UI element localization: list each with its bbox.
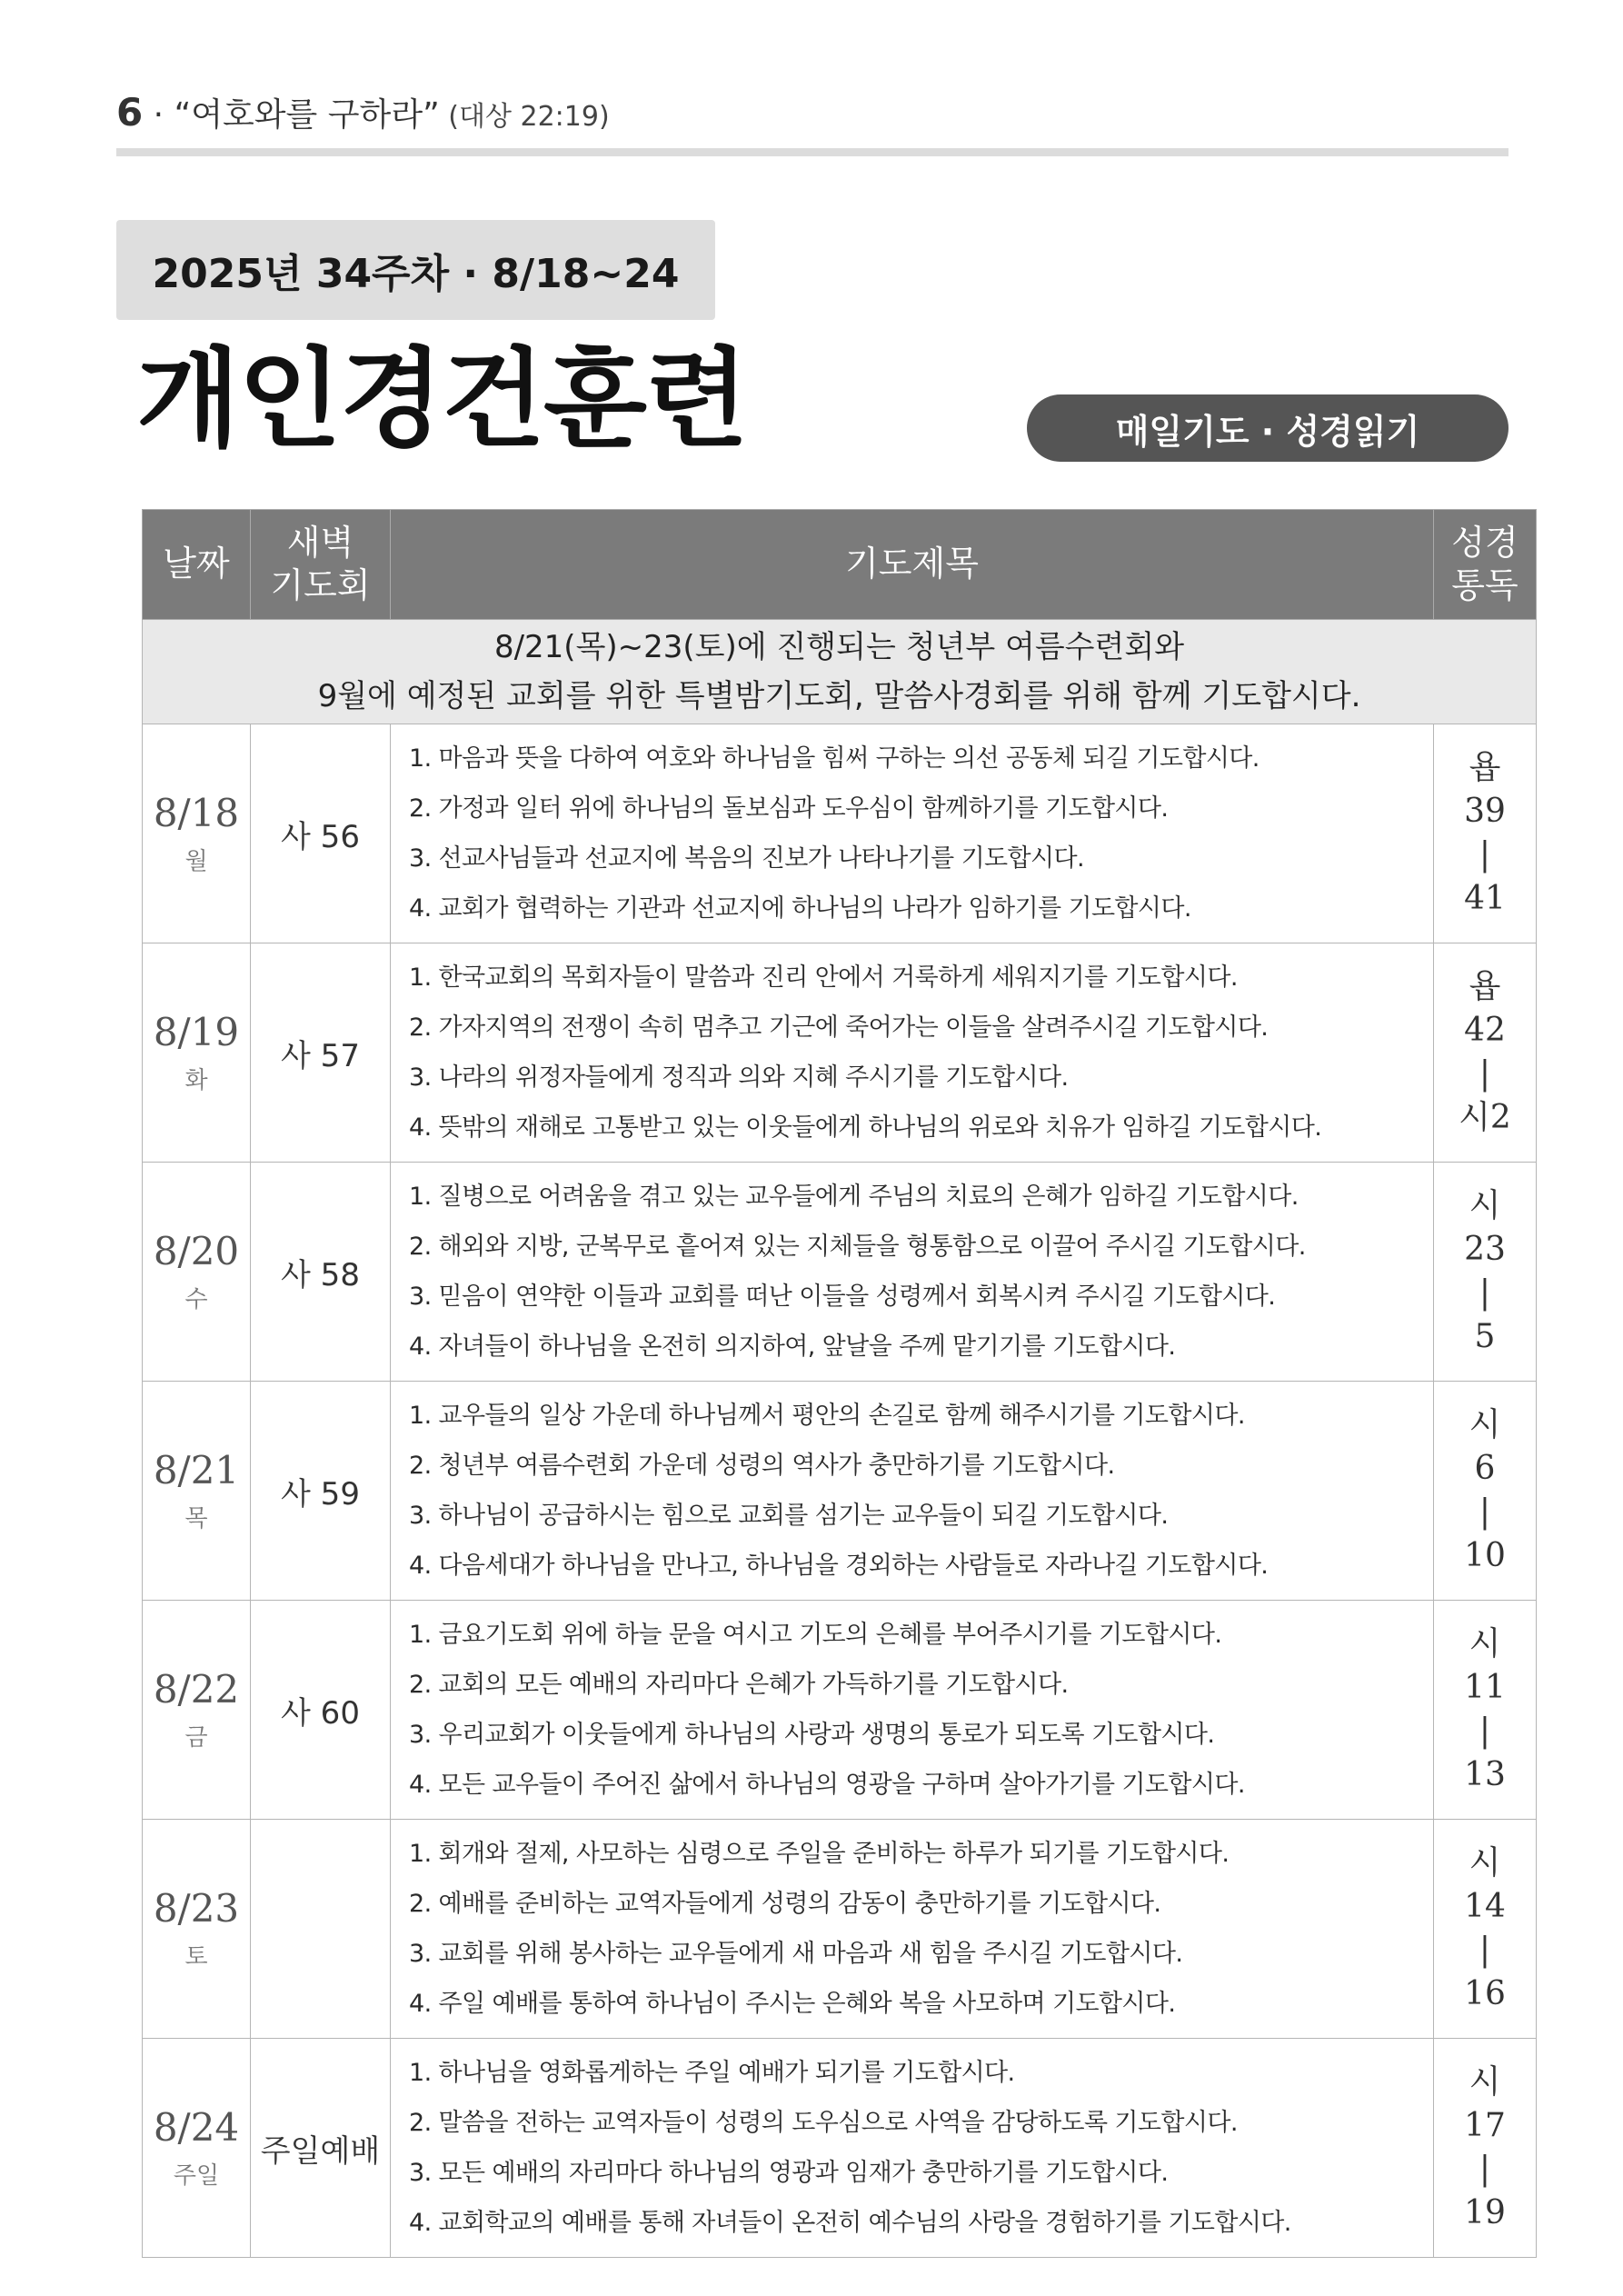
day-date: 8/21	[153, 1448, 240, 1492]
bible-reading-part: 욥	[1469, 968, 1501, 1005]
day-cell	[143, 1601, 251, 1820]
prayer-list	[409, 2048, 1433, 2248]
prayer-item: 1. 교우들의 일상 가운데 하나님께서 평안의 손길로 함께 해주시기를 기도합시다.	[409, 1402, 1245, 1430]
day-weekday: 수	[184, 1286, 208, 1313]
prayer-item: 3. 나라의 위정자들에게 정직과 의와 지혜 주시기를 기도합시다.	[409, 1063, 1069, 1092]
prayer-item: 1. 마음과 뜻을 다하여 여호와 하나님을 힘써 구하는 의선 공동체 되길 기도합시다.	[409, 744, 1260, 773]
day-date: 8/24	[153, 2105, 240, 2150]
bible-reading-cell	[1434, 1163, 1537, 1382]
prayer-item: 2. 해외와 지방, 군복무로 흩어져 있는 지체들을 형통함으로 이끌어 주시길 기도합시다.	[409, 1233, 1306, 1261]
header-reference: (대상 22:19)	[439, 101, 610, 133]
bible-reading-part: 11	[1464, 1669, 1506, 1706]
prayer-topics-cell	[391, 1382, 1434, 1601]
prayer-list	[409, 1829, 1433, 2029]
day-cell	[143, 724, 251, 943]
dawn-prayer-passage	[251, 1820, 391, 2039]
dawn-prayer-passage: 사 58	[251, 1163, 391, 1382]
dawn-prayer-passage: 사 56	[251, 724, 391, 943]
bible-reading-part: 16	[1464, 1975, 1506, 2012]
bible-reading-part: 14	[1464, 1888, 1506, 1925]
prayer-topics-cell	[391, 1820, 1434, 2039]
bible-reading-part: |	[1479, 1274, 1491, 1312]
day-row	[143, 1820, 1537, 2039]
prayer-item: 1. 금요기도회 위에 하늘 문을 여시고 기도의 은혜를 부어주시기를 기도합시다.	[409, 1621, 1222, 1649]
bible-reading-cell	[1434, 2039, 1537, 2258]
prayer-item: 3. 우리교회가 이웃들에게 하나님의 사랑과 생명의 통로가 되도록 기도합시다.	[409, 1721, 1215, 1749]
prayer-topics-cell	[391, 1163, 1434, 1382]
prayer-item: 2. 예배를 준비하는 교역자들에게 성령의 감동이 충만하기를 기도합시다.	[409, 1890, 1161, 1918]
table-header-row	[143, 510, 1537, 620]
day-date: 8/23	[153, 1886, 240, 1931]
day-weekday: 토	[184, 1943, 208, 1971]
dawn-prayer-passage: 사 59	[251, 1382, 391, 1601]
prayer-item: 2. 청년부 여름수련회 가운데 성령의 역사가 충만하기를 기도합시다.	[409, 1452, 1115, 1480]
prayer-list	[409, 1172, 1433, 1372]
page-title: 개인경건훈련	[136, 336, 747, 462]
prayer-list	[409, 953, 1433, 1153]
prayer-item: 4. 교회학교의 예배를 통해 자녀들이 온전히 예수님의 사랑을 경험하기를 기도합시다.	[409, 2209, 1291, 2237]
bible-reading-cell	[1434, 1382, 1537, 1601]
prayer-item: 2. 교회의 모든 예배의 자리마다 은혜가 가득하기를 기도합시다.	[409, 1671, 1069, 1699]
bible-reading-cell	[1434, 1601, 1537, 1820]
prayer-item: 1. 한국교회의 목회자들이 말씀과 진리 안에서 거룩하게 세워지기를 기도합시다.	[409, 963, 1238, 992]
header-bible-reading: 성경 통독	[1434, 510, 1537, 620]
page-number: 6	[116, 90, 144, 135]
day-weekday: 화	[184, 1067, 208, 1094]
prayer-topics-cell	[391, 2039, 1434, 2258]
prayer-item: 3. 모든 예배의 자리마다 하나님의 영광과 임재가 충만하기를 기도합시다.	[409, 2159, 1169, 2187]
bible-reading-part: 19	[1464, 2194, 1506, 2231]
day-row	[143, 1163, 1537, 1382]
header-separator: ·	[143, 96, 174, 134]
schedule-table	[142, 509, 1537, 2258]
bible-reading-part: |	[1479, 1493, 1491, 1531]
day-date: 8/22	[153, 1667, 240, 1712]
day-date: 8/19	[153, 1010, 240, 1054]
bible-reading-part: |	[1479, 1712, 1491, 1750]
bible-reading-part: 10	[1464, 1537, 1506, 1574]
prayer-item: 4. 뜻밖의 재해로 고통받고 있는 이웃들에게 하나님의 위로와 치유가 임하길 기도합시다.	[409, 1113, 1322, 1142]
prayer-item: 4. 모든 교우들이 주어진 삶에서 하나님의 영광을 구하며 살아가기를 기도합시다.	[409, 1771, 1245, 1799]
prayer-topics-cell	[391, 724, 1434, 943]
bible-reading-part: 13	[1464, 1756, 1506, 1793]
prayer-item: 3. 교회를 위해 봉사하는 교우들에게 새 마음과 새 힘을 주시길 기도합시다.	[409, 1940, 1183, 1968]
page-header	[116, 89, 610, 135]
day-weekday: 목	[184, 1505, 208, 1532]
day-row	[143, 724, 1537, 943]
bible-reading-cell	[1434, 943, 1537, 1163]
bible-reading-part: 시	[1469, 1844, 1501, 1882]
bible-reading-part: 17	[1464, 2107, 1506, 2144]
day-weekday: 월	[184, 848, 208, 875]
day-cell	[143, 1820, 251, 2039]
prayer-item: 1. 회개와 절제, 사모하는 심령으로 주일을 준비하는 하루가 되기를 기도합시다.	[409, 1840, 1230, 1868]
day-weekday: 주일	[173, 2162, 220, 2190]
prayer-item: 1. 하나님을 영화롭게하는 주일 예배가 되기를 기도합시다.	[409, 2059, 1015, 2087]
day-weekday: 금	[184, 1724, 208, 1752]
notice-row	[143, 620, 1537, 724]
header-dawn-prayer: 새벽 기도회	[251, 510, 391, 620]
prayer-item: 2. 가정과 일터 위에 하나님의 돌보심과 도우심이 함께하기를 기도합시다.	[409, 794, 1169, 823]
header-divider	[116, 148, 1508, 156]
prayer-topics-cell	[391, 1601, 1434, 1820]
dawn-prayer-passage: 주일예배	[251, 2039, 391, 2258]
day-row	[143, 2039, 1537, 2258]
bible-reading-part: 41	[1464, 880, 1506, 917]
bible-reading-part: 23	[1464, 1231, 1506, 1268]
prayer-topics-cell	[391, 943, 1434, 1163]
bible-reading-part: 42	[1464, 1012, 1506, 1049]
prayer-item: 2. 가자지역의 전쟁이 속히 멈추고 기근에 죽어가는 이들을 살려주시길 기도합시다.	[409, 1013, 1269, 1042]
day-cell	[143, 2039, 251, 2258]
bible-reading-part: 시	[1469, 2063, 1501, 2101]
prayer-item: 3. 믿음이 연약한 이들과 교회를 떠난 이들을 성령께서 회복시켜 주시길 기도합시다.	[409, 1283, 1276, 1311]
day-date: 8/18	[153, 791, 240, 835]
bible-reading-part: |	[1479, 836, 1491, 873]
bible-reading-part: |	[1479, 1055, 1491, 1093]
notice-line-2: 9월에 예정된 교회를 위한 특별밤기도회, 말씀사경회를 위해 함께 기도합시다.	[317, 678, 1361, 714]
bible-reading-part: 6	[1474, 1450, 1496, 1487]
section-pill: 매일기도 · 성경읽기	[1027, 394, 1508, 462]
prayer-list	[409, 1610, 1433, 1810]
bible-reading-part: 시	[1469, 1187, 1501, 1224]
dawn-prayer-passage: 사 60	[251, 1601, 391, 1820]
day-cell	[143, 1382, 251, 1601]
day-row	[143, 1601, 1537, 1820]
header-quote: “여호와를 구하라”	[174, 96, 440, 134]
day-cell	[143, 943, 251, 1163]
day-row	[143, 1382, 1537, 1601]
prayer-item: 3. 선교사님들과 선교지에 복음의 진보가 나타나기를 기도합시다.	[409, 844, 1084, 873]
day-date: 8/20	[153, 1229, 240, 1273]
day-row	[143, 943, 1537, 1163]
notice-cell	[143, 620, 1537, 724]
day-cell	[143, 1163, 251, 1382]
bible-reading-part: 시	[1469, 1625, 1501, 1662]
bible-reading-part: |	[1479, 2151, 1491, 2188]
prayer-item: 4. 주일 예배를 통하여 하나님이 주시는 은혜와 복을 사모하며 기도합시다.	[409, 1990, 1176, 2018]
header-prayer-topic: 기도제목	[391, 510, 1434, 620]
bible-reading-part: 시2	[1459, 1099, 1511, 1136]
bible-reading-part: 시	[1469, 1406, 1501, 1443]
dawn-prayer-passage: 사 57	[251, 943, 391, 1163]
prayer-item: 1. 질병으로 어려움을 겪고 있는 교우들에게 주님의 치료의 은혜가 임하길 기도합시다.	[409, 1183, 1299, 1211]
prayer-item: 4. 다음세대가 하나님을 만나고, 하나님을 경외하는 사람들로 자라나길 기도합시다.	[409, 1552, 1269, 1580]
prayer-item: 4. 자녀들이 하나님을 온전히 의지하여, 앞날을 주께 맡기기를 기도합시다.	[409, 1333, 1176, 1361]
bible-reading-part: 39	[1464, 793, 1506, 830]
week-label: 2025년 34주차 · 8/18~24	[116, 220, 715, 320]
bible-reading-part: 5	[1474, 1318, 1496, 1355]
bible-reading-part: 욥	[1469, 749, 1501, 786]
bible-reading-part: |	[1479, 1932, 1491, 1969]
notice-line-1: 8/21(목)~23(토)에 진행되는 청년부 여름수련회와	[493, 629, 1185, 665]
prayer-list	[409, 734, 1433, 933]
prayer-item: 2. 말씀을 전하는 교역자들이 성령의 도우심으로 사역을 감당하도록 기도합시다.	[409, 2109, 1238, 2137]
bible-reading-cell	[1434, 1820, 1537, 2039]
prayer-item: 4. 교회가 협력하는 기관과 선교지에 하나님의 나라가 임하기를 기도합시다.	[409, 894, 1191, 923]
header-date: 날짜	[143, 510, 251, 620]
prayer-list	[409, 1391, 1433, 1591]
prayer-item: 3. 하나님이 공급하시는 힘으로 교회를 섬기는 교우들이 되길 기도합시다.	[409, 1502, 1169, 1530]
bible-reading-cell	[1434, 724, 1537, 943]
